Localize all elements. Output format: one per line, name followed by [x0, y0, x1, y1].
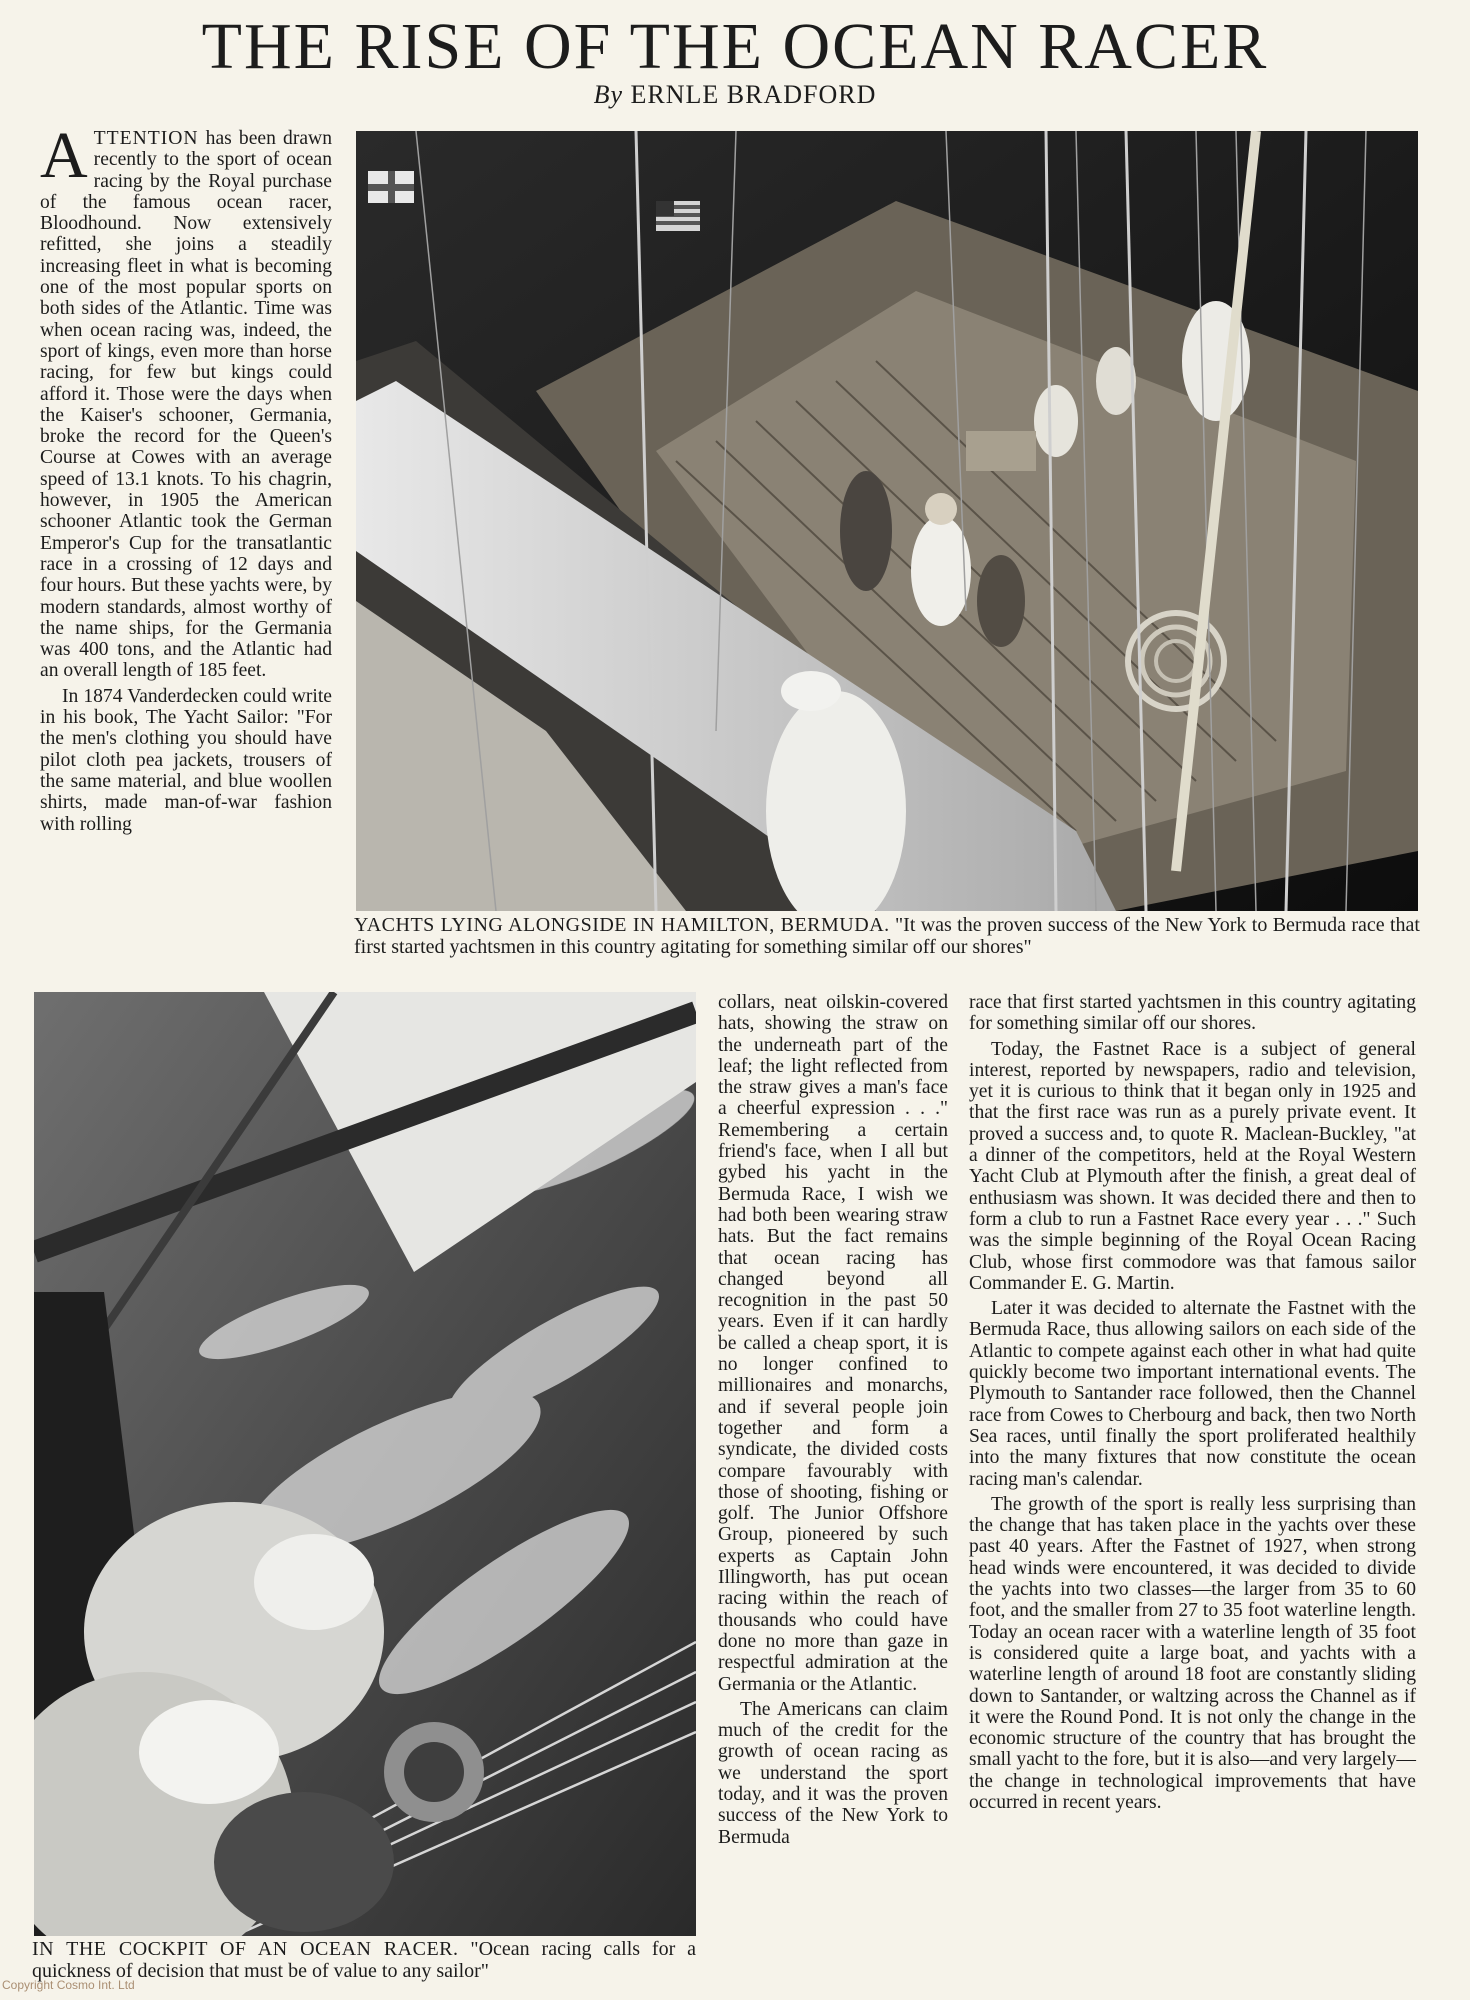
photo-yachts-hamilton [356, 131, 1418, 911]
caption-yachts-hamilton [354, 914, 1420, 958]
column-3-paragraph-4: The growth of the sport is really less surprising than the change that has taken place in the yachts over these past 40 years. After the Fastnet of 1927, when strong head winds were encountered, it was decided to divide the yachts into two classes—the larger from 35 to 60 foot, and the smaller from 27 to 35 foot waterline length. Today an ocean racer with a waterline length of 35 foot is considered quite a large boat, and yachts with a waterline length of around 18 foot are constantly sliding down to Santander, or waltzing across the Channel as if it were the Round Pond. It is not only the change in the economic structure of the country that has brought the small yacht to the fore, but it is also—and very largely—the change in technological improvements that have occurred in recent years. [969, 1493, 1416, 1813]
byline-author: ERNLE BRADFORD [630, 80, 877, 109]
photo-cockpit-image [34, 992, 696, 1936]
article-title: THE RISE OF THE OCEAN RACER [201, 10, 1269, 83]
lead-in: TTENTION [93, 128, 199, 149]
column-3-paragraph-3: Later it was decided to alternate the Fastnet with the Bermuda Race, thus allowing sailors on each side of the Atlantic to compete against each other in what had quite quickly become two important international events. The Plymouth to Santander race followed, then the Channel race from Cowes to Cherbourg and back, then two North Sea races, until finally the sport proliferated healthily into the many fixtures that now constitute the ocean racing man's calendar. [969, 1298, 1416, 1490]
column-2-paragraph-1: collars, neat oilskin-covered hats, showing the straw on the underneath part of the leaf; the light reflected from the straw gives a man's face a cheerful expression . . ." Remembering a certain friend's face, when I all but gybed his yacht in the Bermuda Race, I wish we had both been wearing straw hats. But the fact remains that ocean racing has changed beyond all recognition in the past 50 years. Even if it can hardly be called a cheap sport, it is no longer confined to millionaires and monarchs, and if several people join together and form a syndicate, the divided costs compare favourably with those of shooting, fishing or golf. The Junior Offshore Group, pioneered by such experts as Captain John Illingworth, has put ocean racing within the reach of thousands who could have done no more than gaze in respectful admiration at the Germania or the Atlantic. [718, 992, 948, 1695]
caption-cockpit-heading: IN THE COCKPIT OF AN OCEAN RACER. [32, 1938, 459, 1960]
column-1-paragraph-2: In 1874 Vanderdecken could write in his book, The Yacht Sailor: "For the men's clothing you should have pilot cloth pea jackets, trousers of the same material, and blue woollen shirts, made man-of-war fashion with rolling [40, 685, 332, 835]
caption-yachts-hamilton-heading: YACHTS LYING ALONGSIDE IN HAMILTON, BERMUDA. [354, 914, 890, 936]
column-2-paragraph-2: The Americans can claim much of the credit for the growth of ocean racing as we understand the sport today, and it was the proven success of the New York to Bermuda [718, 1698, 948, 1848]
byline-by: By [593, 80, 624, 109]
column-1-paragraph-1-text: has been drawn recently to the sport of ocean racing by the Royal purchase of the famous ocean racer, Bloodhound. Now extensively refitted, she joins a steadily increasing fleet in what is becoming one of the most popular sports on both sides of the Atlantic. Time was when ocean racing was, indeed, the sport of kings, even more than horse racing, for few but kings could afford it. Those were the days when the Kaiser's schooner, Germania, broke the record for the Queen's Course at Cowes with an average speed of 13.1 knots. To his chagrin, however, in 1905 the American schooner Atlantic took the German Emperor's Cup for the transatlantic race in a crossing of 12 days and four hours. But these yachts were, by modern standards, almost worthy of the name ships, for the Germania was 400 tons, and the Atlantic had an overall length of 185 feet. [40, 128, 332, 682]
column-3 [969, 992, 1416, 1817]
column-1-paragraph-1 [40, 119, 332, 682]
byline [0, 80, 1470, 110]
drop-cap: A [40, 119, 88, 192]
caption-cockpit [32, 1938, 696, 1982]
photo-yachts-hamilton-image [356, 131, 1418, 911]
column-3-paragraph-2: Today, the Fastnet Race is a subject of general interest, reported by newspapers, radio and television, yet it is curious to think that it began only in 1925 and that the first race was run as a purely private event. It proved a success and, to quote R. Maclean-Buckley, "at a dinner of the competitors, held at the Royal Western Yacht Club at Plymouth after the finish, a great deal of enthusiasm was shown. It was decided there and then to form a club to run a Fastnet Race every year . . ." Such was the simple beginning of the Royal Ocean Racing Club, whose first commodore was that famous sailor Commander E. G. Martin. [969, 1038, 1416, 1294]
copyright-watermark: Copyright Cosmo Int. Ltd [2, 1978, 135, 1992]
column-3-paragraph-1: race that first started yachtsmen in this country agitating for something similar off our shores. [969, 992, 1416, 1035]
caption-yachts-hamilton-text: "It was the proven success of the New York to Bermuda race that first started yachtsmen in this country agitating for something similar off our shores" [354, 914, 1420, 958]
photo-cockpit [34, 992, 696, 1936]
column-1 [40, 119, 332, 839]
caption-cockpit-text: "Ocean racing calls for a quickness of decision that must be of value to any sailor" [32, 1938, 696, 1982]
column-2 [718, 992, 948, 1852]
